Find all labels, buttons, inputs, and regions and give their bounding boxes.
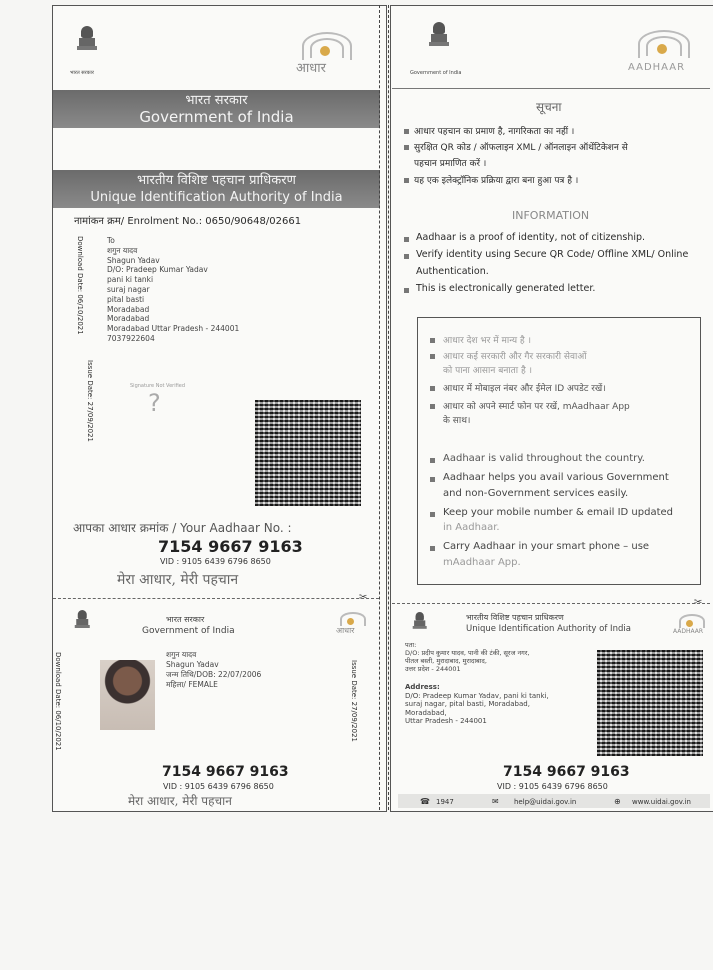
mail-icon: ✉	[492, 797, 499, 806]
info-box-hindi-line: के साथ।	[443, 416, 471, 426]
card-uidai-english: Unique Identification Authority of India	[466, 624, 631, 634]
government-banner	[53, 90, 380, 128]
card-qr-code	[597, 650, 703, 756]
address-english-line: Moradabad,	[405, 708, 447, 717]
website: www.uidai.gov.in	[632, 798, 691, 806]
info-box-hindi-line: आधार देश भर में मान्य है ।	[443, 336, 531, 346]
notice-title: सूचना	[536, 100, 562, 114]
address-english-line: D/O: Pradeep Kumar Yadav, pani ki tanki,	[405, 691, 549, 700]
address-english-line: Uttar Pradesh - 244001	[405, 717, 487, 726]
notice-hindi-line: पहचान प्रमाणित करें ।	[414, 159, 487, 169]
card-issue-date: Issue Date: 27/09/2021	[350, 660, 358, 742]
state-emblem-icon	[428, 22, 450, 52]
banner-hindi: भारत सरकार	[185, 93, 248, 108]
aadhaar-word: आधार	[336, 626, 355, 635]
uidai-hindi: भारतीय विशिष्ट पहचान प्राधिकरण	[137, 173, 296, 188]
address-line: Moradabad	[107, 304, 150, 314]
notice-hindi-line: सुरक्षित QR कोड / ऑफलाइन XML / ऑनलाइन ऑथेंटिकेशन से	[414, 143, 628, 153]
address-hindi-line: D/O: प्रदीप कुमार यादव, पानी की टंकी, सूरज नगर,	[405, 649, 530, 657]
aadhaar-logo-icon	[290, 26, 360, 76]
address-line: pani ki tanki	[107, 275, 154, 285]
address-line: Shagun Yadav	[107, 255, 160, 265]
notice-hindi-line: यह एक इलेक्ट्रॉनिक प्रक्रिया द्वारा बना हुआ पत्र है ।	[414, 176, 579, 186]
address-hindi-line: पीतल बस्ती, मुरादाबाद, मुरादाबाद,	[405, 657, 487, 665]
email: help@uidai.gov.in	[514, 798, 577, 806]
aadhaar-word: आधार	[296, 61, 326, 76]
holder-name-hindi: शगुन यादव	[166, 650, 197, 659]
vid-number: VID : 9105 6439 6796 8650	[160, 557, 271, 566]
cut-line-vertical	[379, 5, 389, 810]
address-english-line: suraj nagar, pital basti, Moradabad,	[405, 700, 530, 709]
card-vid-number: VID : 9105 6439 6796 8650	[163, 782, 274, 791]
bullet-icon	[430, 338, 435, 343]
address-line: Moradabad	[107, 314, 150, 324]
info-box-english-line: Keep your mobile number & email ID updated	[443, 507, 673, 518]
aadhaar-number: 7154 9667 9163	[158, 537, 303, 556]
uidai-banner	[53, 170, 380, 208]
card-tagline: मेरा आधार, मेरी पहचान	[128, 794, 232, 808]
card-uidai-hindi: भारतीय विशिष्ट पहचान प्राधिकरण	[466, 613, 564, 622]
card-aadhaar-number: 7154 9667 9163	[162, 764, 289, 780]
question-mark-icon: ?	[148, 389, 161, 417]
bullet-icon	[430, 458, 435, 463]
bullet-icon	[430, 512, 435, 517]
bullet-icon	[404, 178, 409, 183]
address-line: suraj nagar	[107, 284, 150, 294]
bullet-icon	[404, 129, 409, 134]
state-emblem-icon	[76, 26, 98, 56]
info-box-english-line: Carry Aadhaar in your smart phone – use	[443, 541, 650, 552]
bullet-icon	[404, 145, 409, 150]
bullet-icon	[430, 546, 435, 551]
address-line: 7037922604	[107, 333, 155, 343]
tagline: मेरा आधार, मेरी पहचान	[117, 572, 239, 588]
address-line: Moradabad Uttar Pradesh - 244001	[107, 324, 240, 334]
bullet-icon	[404, 288, 409, 293]
card-address-hindi	[405, 641, 529, 673]
address-hindi-line: उत्तर प्रदेश - 244001	[405, 665, 461, 673]
card-vid-number: VID : 9105 6439 6796 8650	[497, 782, 608, 791]
holder-name-english: Shagun Yadav	[166, 660, 219, 669]
cut-line-horizontal	[53, 598, 379, 599]
aadhaar-word: AADHAAR	[628, 62, 686, 73]
card-aadhaar-number: 7154 9667 9163	[503, 764, 630, 780]
address-line: D/O: Pradeep Kumar Yadav	[107, 265, 208, 275]
address-line: शगुन यादव	[107, 245, 138, 255]
signature-mark	[130, 383, 190, 423]
address-line: pital basti	[107, 294, 145, 304]
info-box-english-line: and non-Government services easily.	[443, 488, 629, 499]
card-address-english	[405, 683, 549, 726]
bullet-icon	[430, 386, 435, 391]
info-english-line: This is electronically generated letter.	[416, 283, 596, 294]
info-box-english-line: mAadhaar App.	[443, 557, 521, 568]
phone-number: 1947	[436, 798, 454, 806]
bullet-icon	[430, 354, 435, 359]
info-box-english-line: Aadhaar helps you avail various Government	[443, 472, 669, 483]
enrolment-number: नामांकन क्रम/ Enrolment No.: 0650/90648/02661	[74, 216, 302, 227]
scissors-icon: ✂	[694, 597, 703, 608]
information-title: INFORMATION	[512, 209, 590, 222]
holder-gender: महिला/ FEMALE	[166, 680, 218, 689]
info-english-line: Aadhaar is a proof of identity, not of citizenship.	[416, 232, 646, 243]
issue-date: Issue Date: 27/09/2021	[86, 360, 94, 442]
bullet-icon	[404, 237, 409, 242]
cut-line-horizontal	[392, 603, 710, 604]
notice-hindi-line: आधार पहचान का प्रमाण है, नागरिकता का नहीं ।	[414, 127, 575, 137]
banner-english: Government of India	[139, 108, 294, 126]
info-box-hindi-line: आधार कई सरकारी और गैर सरकारी सेवाओं	[443, 352, 587, 362]
address-hindi-label: पता:	[405, 641, 417, 649]
scissors-icon: ✂	[359, 592, 368, 603]
header-divider	[392, 88, 710, 89]
holder-dob: जन्म तिथि/DOB: 22/07/2006	[166, 670, 262, 679]
globe-icon: ⊕	[614, 797, 621, 806]
aadhaar-word: AADHAAR	[673, 628, 704, 635]
uidai-english: Unique Identification Authority of India	[90, 190, 343, 205]
bullet-icon	[404, 254, 409, 259]
bullet-icon	[430, 404, 435, 409]
card-gov-english: Government of India	[142, 626, 235, 636]
aadhaar-logo-icon	[334, 610, 370, 638]
state-emblem-icon	[74, 610, 91, 633]
info-box-hindi-line: आधार में मोबाइल नंबर और ईमेल ID अपडेट रखें।	[443, 384, 606, 394]
your-aadhaar-label: आपका आधार क्रमांक / Your Aadhaar No. :	[73, 521, 292, 535]
recipient-address	[107, 236, 239, 344]
download-date: Download Date: 06/10/2021	[76, 236, 84, 335]
right-emblem-caption: Government of India	[410, 70, 462, 76]
emblem-caption: भारत सरकार	[70, 70, 94, 76]
bullet-icon	[430, 477, 435, 482]
holder-photo	[100, 660, 155, 730]
address-line: To	[107, 236, 115, 245]
info-box-hindi-line: को पाना आसान बनाता है ।	[443, 366, 533, 376]
signature-text: Signature Not Verified	[130, 383, 186, 389]
card-download-date: Download Date: 06/10/2021	[54, 652, 62, 751]
info-box-english-line: in Aadhaar.	[443, 522, 500, 533]
info-box-english-line: Aadhaar is valid throughout the country.	[443, 453, 645, 464]
info-english-line: Authentication.	[416, 266, 489, 277]
phone-icon: ☎	[420, 797, 430, 806]
info-box-hindi-line: आधार को अपने स्मार्ट फोन पर रखें, mAadhaar App	[443, 402, 630, 412]
info-english-line: Verify identity using Secure QR Code/ Offline XML/ Online	[416, 249, 689, 260]
address-label: Address:	[405, 683, 440, 691]
card-gov-hindi: भारत सरकार	[166, 615, 205, 624]
aadhaar-logo-icon	[624, 26, 700, 78]
qr-code	[255, 400, 361, 506]
state-emblem-icon	[412, 612, 427, 633]
card-holder-details	[166, 650, 261, 690]
aadhaar-logo-icon	[673, 612, 709, 640]
